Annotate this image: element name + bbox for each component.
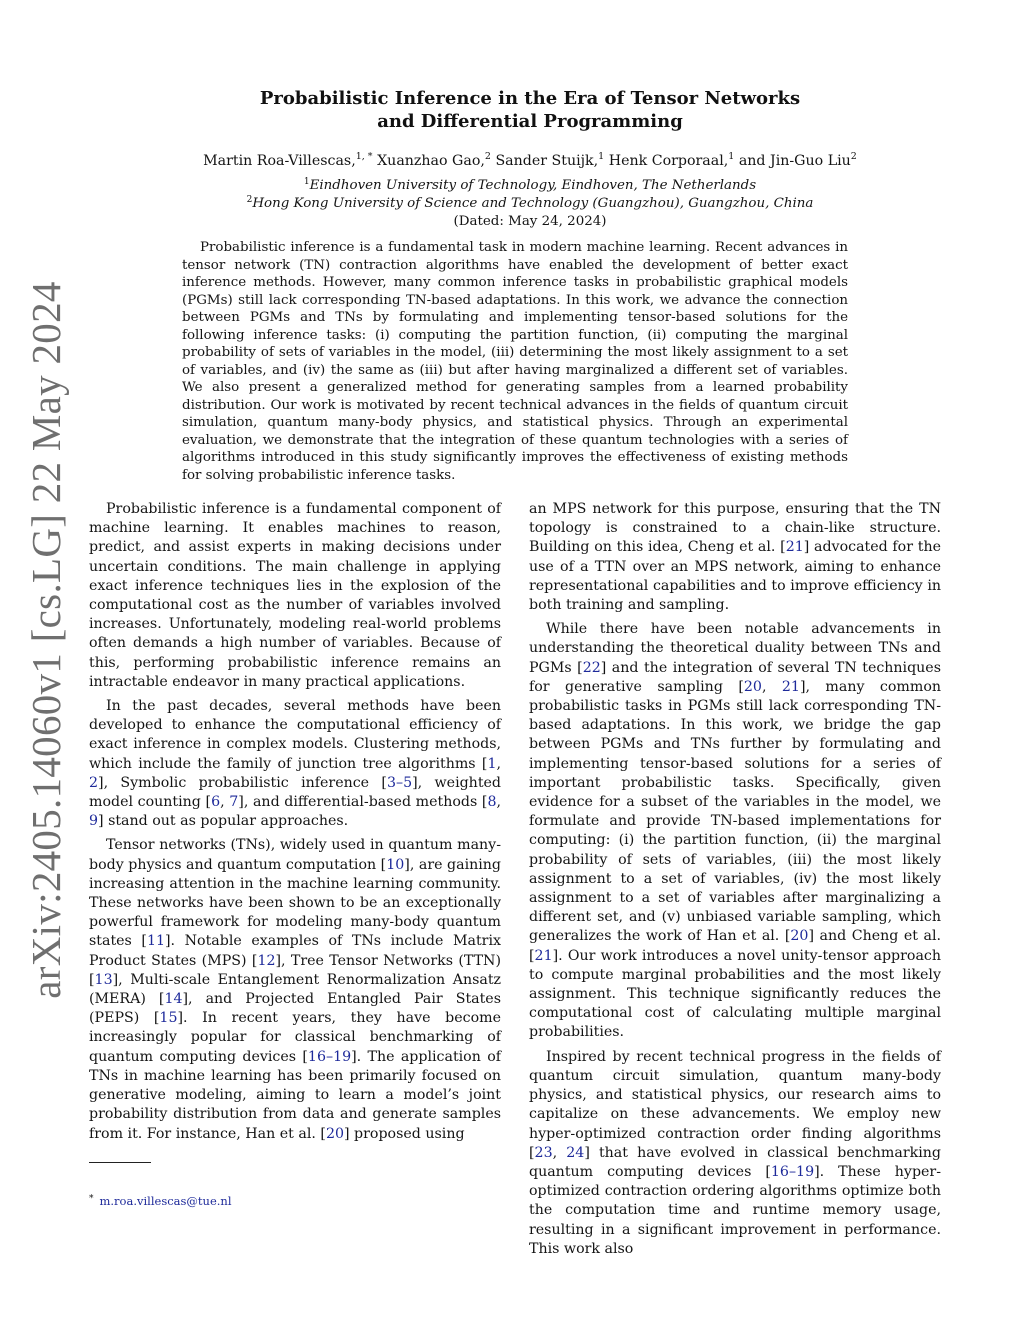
citation-link[interactable]: 11 xyxy=(146,933,165,950)
citation-link[interactable]: 20 xyxy=(325,1125,345,1142)
title-line-2: and Differential Programming xyxy=(377,111,683,132)
left-column xyxy=(89,500,501,1149)
citation-link[interactable]: 14 xyxy=(164,991,183,1008)
paragraph: Tensor networks (TNs), widely used in quantum many-body physics and quantum computation [10], are gaining increasing attention in the machine learning community. These networks have been shown to be an exceptionally powerful framework for modeling many-body quantum states [11]. Notable examples of TNs include Matrix Product States (MPS) [12], Tree Tensor Networks (TTN) [13], Multi-scale Entanglement Renormalization Ansatz (MERA) [14], and Projected Entangled Pair States (PEPS) [15]. In recent years, they have become increasingly popular for classical benchmarking of quantum computing devices [16–19]. The application of TNs in machine learning has been primarily focused on generative modeling, aiming to learn a model’s joint probability distribution from data and generate samples from it. For instance, Han et al. [20] proposed using xyxy=(89,837,501,1142)
dated-line: (Dated: May 24, 2024) xyxy=(453,214,607,229)
affiliation-2 xyxy=(110,195,950,213)
author-list xyxy=(110,152,950,170)
affiliations xyxy=(110,177,950,231)
title-line-1: Probabilistic Inference in the Era of Tensor Networks xyxy=(259,88,801,109)
citation-link[interactable]: 6 xyxy=(211,794,221,811)
corresponding-email-link[interactable]: m.roa.villescas@tue.nl xyxy=(99,1194,232,1208)
author-name: Sander Stuijk, xyxy=(495,153,599,169)
footnote-divider xyxy=(89,1162,151,1163)
abstract xyxy=(182,239,848,484)
paragraph: Probabilistic inference is a fundamental component of machine learning. It enables machines to reason, predict, and assist experts in making decisions under uncertain conditions. The main challenge in applying exact inference techniques lies in the explosion of the computational cost as the number of variables involved increases. Unfortunately, modeling real-world problems often demands a high number of variables. Because of this, performing probabilistic inference remains an intractable endeavor in many practical applications. xyxy=(89,501,501,690)
affiliation-text: Hong Kong University of Science and Technology (Guangzhou), Guangzhou, China xyxy=(252,196,814,211)
abstract-text: Probabilistic inference is a fundamental task in modern machine learning. Recent advances in tensor network (TN) contraction algorithms have enabled the development of better exact inference methods. However, many common inference tasks in probabilistic graphical models (PGMs) still lack corresponding TN-based adaptations. In this work, we advance the connection between PGMs and TNs by formulating and implementing tensor-based solutions for the following inference tasks: (i) computing the partition function, (ii) computing the marginal probability of sets of variables in the model, (iii) determining the most likely assignment to a set of variables, and (iv) the same as (iii) but after having marginalized a different set of variables. We also present a generalized method for generating samples from a learned probability distribution. Our work is motivated by recent technical advances in the fields of quantum circuit simulation, quantum many-body physics, and statistical physics. Through an experimental evaluation, we demonstrate that the integration of these quantum technologies with a series of algorithms introduced in this study significantly improves the effectiveness of existing methods for solving probabilistic inference tasks. xyxy=(182,240,848,483)
paragraph: In the past decades, several methods have been developed to enhance the computational efficiency of exact inference in complex models. Clustering methods, which include the family of junction tree algorithms [1, 2], Symbolic probabilistic inference [3–5], weighted model counting [6, 7], and differential-based methods [8, 9] stand out as popular approaches. xyxy=(89,698,502,830)
author-affiliation-mark: 1 xyxy=(598,151,605,162)
arxiv-identifier-stamp: arXiv:2405.14060v1 [cs.LG] 22 May 2024 xyxy=(23,281,69,999)
citation-link[interactable]: 12 xyxy=(257,952,276,969)
paragraph: While there have been notable advancements in understanding the theoretical duality between TNs and PGMs [22] and the integration of several TN techniques for generative sampling [20, 21], many common probabilistic tasks in PGMs still lack corresponding TN-based adaptations. In this work, we bridge the gap between PGMs and TNs further by formulating and implementing tensor-based solutions for a series of important probabilistic tasks. Specifically, given evidence for a subset of the variables in the model, we formulate and provide TN-based implementations for computing: (i) the partition function, (ii) the marginal probability of sets of variables, (iii) the most likely assignment to a set of variables, (iv) the most likely assignment to a set of variables after marginalizing a different set, and (v) unbiased variable sampling, which generalizes the work of Han et al. [20] and Cheng et al. [21]. Our work introduces a novel unity-tensor approach to compute marginal probabilities and the most likely assignment. This technique significantly reduces the computational cost of calculating multiple marginal probabilities. xyxy=(529,621,941,1041)
author-affiliation-mark: 1 xyxy=(728,151,735,162)
citation-link[interactable]: 13 xyxy=(94,971,113,988)
citation-link[interactable]: 21 xyxy=(785,539,804,556)
footnote xyxy=(89,1192,232,1208)
citation-link[interactable]: 23 xyxy=(534,1144,553,1161)
citation-link[interactable]: 21 xyxy=(781,678,800,695)
footnote-mark: * xyxy=(89,1194,94,1204)
citation-link[interactable]: 8 xyxy=(487,794,497,811)
paragraph: an MPS network for this purpose, ensuring that the TN topology is constrained to a chain-like structure. Building on this idea, Cheng et al. [21] advocated for the use of a TTN over an MPS network, aiming to enhance representational capabilities and to improve efficiency in both training and sampling. xyxy=(529,501,941,614)
citation-link[interactable]: 1 xyxy=(487,755,497,772)
citation-link[interactable]: 10 xyxy=(386,856,405,873)
citation-link[interactable]: 15 xyxy=(159,1010,178,1027)
affiliation-mark: 2 xyxy=(246,195,253,205)
citation-link[interactable]: 9 xyxy=(89,813,99,830)
author-affiliation-mark: 1, * xyxy=(355,151,373,162)
citation-link[interactable]: 16–19 xyxy=(307,1048,352,1065)
author-name: and Jin-Guo Liu xyxy=(738,153,851,169)
citation-link[interactable]: 20 xyxy=(743,678,762,695)
citation-link[interactable]: 3–5 xyxy=(386,774,413,791)
affiliation-1 xyxy=(110,177,950,195)
right-column xyxy=(529,500,941,1264)
author-name: Henk Corporaal, xyxy=(608,153,729,169)
citation-link[interactable]: 22 xyxy=(582,659,601,676)
citation-link[interactable]: 2 xyxy=(89,774,99,791)
affiliation-text: Eindhoven University of Technology, Eindhoven, The Netherlands xyxy=(309,178,757,193)
citation-link[interactable]: 16–19 xyxy=(770,1163,815,1180)
author-name: Martin Roa-Villescas, xyxy=(203,153,356,169)
citation-link[interactable]: 20 xyxy=(790,928,809,945)
author-name: Xuanzhao Gao, xyxy=(377,153,485,169)
paragraph: Inspired by recent technical progress in the fields of quantum circuit simulation, quantum many-body physics, and statistical physics, our research aims to capitalize on these advancements. We employ new hyper-optimized contraction order finding algorithms [23, 24] that have evolved in classical benchmarking quantum computing devices [16–19]. These hyper-optimized contraction ordering algorithms optimize both the computation time and runtime memory usage, resulting in a significant improvement in performance. This work also xyxy=(529,1048,941,1257)
author-affiliation-mark: 2 xyxy=(850,151,857,162)
affiliation-mark: 1 xyxy=(303,177,310,187)
paper-title xyxy=(130,87,930,133)
citation-link[interactable]: 24 xyxy=(566,1144,585,1161)
author-affiliation-mark: 2 xyxy=(484,151,491,162)
citation-link[interactable]: 7 xyxy=(229,794,239,811)
citation-link[interactable]: 21 xyxy=(534,947,553,964)
